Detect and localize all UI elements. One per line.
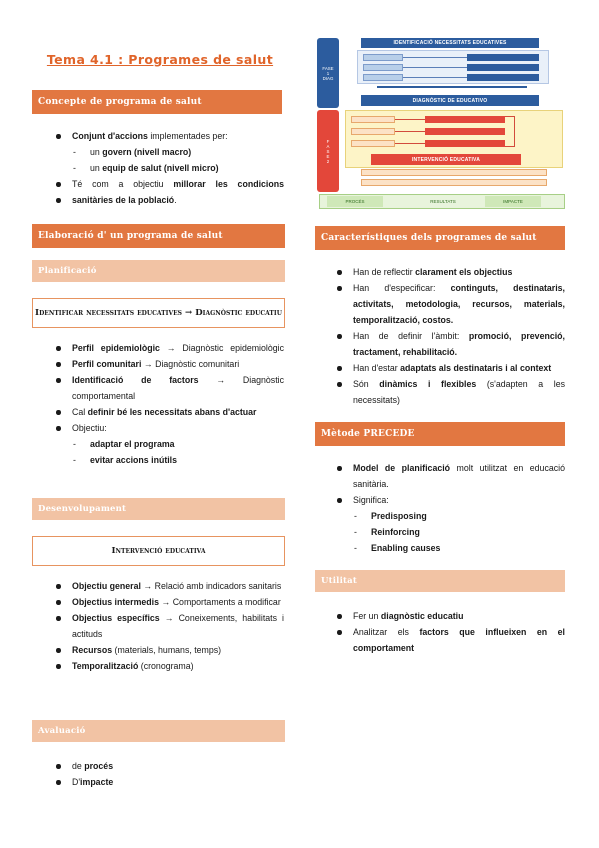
list-item: - un govern (nivell macro) bbox=[54, 144, 284, 160]
list-item: Han de definir l'àmbit: promoció, prevenció, tractament, rehabilitació. bbox=[335, 328, 565, 360]
list-item: D'impacte bbox=[54, 774, 284, 790]
diagram-mid-header: DIAGNÒSTIC DE EDUCATIVO bbox=[361, 95, 539, 106]
diagram-connector bbox=[403, 67, 467, 68]
diagram-red-header: INTERVENCIÓ EDUCATIVA bbox=[371, 154, 521, 165]
list-item: - un equip de salut (nivell micro) bbox=[54, 160, 284, 176]
desenvolupament-heading: Desenvolupament bbox=[32, 498, 285, 520]
diagram-bottom-mid: RESULTATS bbox=[430, 199, 456, 204]
list-item: Objectiu general → Relació amb indicadors sanitaris bbox=[54, 578, 284, 594]
planificacio-list bbox=[54, 340, 284, 468]
diagram-box bbox=[363, 74, 403, 81]
list-item: Temporalització (cronograma) bbox=[54, 658, 284, 674]
list-item: Té com a objectiu millorar les condicions bbox=[54, 176, 284, 192]
diagram-arrow-row bbox=[377, 86, 527, 90]
diagram-bracket bbox=[505, 116, 515, 147]
utilitat-heading: Utilitat bbox=[315, 570, 565, 592]
planificacio-box: Identificar necessitats educatives → Diagnòstic educatiu bbox=[32, 298, 285, 328]
diagram-connector bbox=[403, 77, 467, 78]
list-item: - Predisposing bbox=[335, 508, 565, 524]
list-item: de procés bbox=[54, 758, 284, 774]
planificacio-heading: Planificació bbox=[32, 260, 285, 282]
list-item: - Enabling causes bbox=[335, 540, 565, 556]
list-item: Significa: bbox=[335, 492, 565, 508]
precede-diagram bbox=[317, 36, 567, 211]
diagram-box bbox=[351, 140, 395, 147]
list-item: Model de planificació molt utilitzat en educació sanitària. bbox=[335, 460, 565, 492]
diagram-box bbox=[425, 140, 505, 147]
avaluacio-list bbox=[54, 758, 284, 790]
list-item: Objectius específics → Coneixements, habilitats i actituds bbox=[54, 610, 284, 642]
precede-heading: Mètode PRECEDE bbox=[315, 422, 565, 446]
diagram-side-blue: FASE 1 DIAG bbox=[317, 38, 339, 108]
concepte-heading: Concepte de programa de salut bbox=[32, 90, 282, 114]
page-title: Tema 4.1 : Programes de salut bbox=[46, 52, 274, 67]
list-item: - evitar accions inútils bbox=[54, 452, 284, 468]
caracteristiques-list bbox=[335, 264, 565, 408]
diagram-box bbox=[361, 169, 547, 176]
diagram-box bbox=[425, 116, 505, 123]
desenvolupament-list bbox=[54, 578, 284, 674]
list-item: Objectius intermedis → Comportaments a modificar bbox=[54, 594, 284, 610]
diagram-connector bbox=[395, 131, 425, 132]
precede-list bbox=[335, 460, 565, 556]
diagram-bottom-right: IMPACTE bbox=[485, 196, 541, 207]
diagram-box bbox=[363, 64, 403, 71]
diagram-box bbox=[467, 54, 539, 61]
diagram-connector bbox=[403, 57, 467, 58]
list-item: Perfil epidemiològic → Diagnòstic epidemiològic bbox=[54, 340, 284, 356]
list-item: Fer un diagnòstic educatiu bbox=[335, 608, 565, 624]
list-item: Han de reflectir clarament els objectius bbox=[335, 264, 565, 280]
list-item: Cal definir bé les necessitats abans d'actuar bbox=[54, 404, 284, 420]
diagram-box bbox=[467, 74, 539, 81]
elaboracio-heading: Elaboració d' un programa de salut bbox=[32, 224, 285, 248]
list-item: Objectiu: bbox=[54, 420, 284, 436]
diagram-bottom-left: PROCÉS bbox=[327, 196, 383, 207]
diagram-side-red: F A S E 2 bbox=[317, 110, 339, 192]
diagram-connector bbox=[395, 143, 425, 144]
list-item: Són dinàmics i flexibles (s'adapten a les necessitats) bbox=[335, 376, 565, 408]
diagram-box bbox=[361, 179, 547, 186]
caracteristiques-heading: Característiques dels programes de salut bbox=[315, 226, 565, 250]
list-item: Perfil comunitari → Diagnòstic comunitari bbox=[54, 356, 284, 372]
list-item: - adaptar el programa bbox=[54, 436, 284, 452]
list-item: Analitzar els factors que influeixen en el comportament bbox=[335, 624, 565, 656]
list-item: Recursos (materials, humans, temps) bbox=[54, 642, 284, 658]
utilitat-list bbox=[335, 608, 565, 656]
desenvolupament-box: Intervenció educativa bbox=[32, 536, 285, 566]
list-item: Conjunt d'accions implementades per: bbox=[54, 128, 284, 144]
avaluacio-heading: Avaluació bbox=[32, 720, 285, 742]
objectiu-tail: sanitàries de la població bbox=[72, 195, 175, 205]
concepte-objectiu-line2: sanitàries de la població. bbox=[72, 195, 177, 205]
diagram-top-header: IDENTIFICACIÓ NECESSITATS EDUCATIVES bbox=[361, 38, 539, 48]
diagram-box bbox=[363, 54, 403, 61]
list-item: - Reinforcing bbox=[335, 524, 565, 540]
diagram-box bbox=[425, 128, 505, 135]
list-item: Identificació de factors → Diagnòstic comportamental bbox=[54, 372, 284, 404]
list-item: Han d'especificar: continguts, destinataris, activitats, metodologia, recursos, materials, temporalització, costos. bbox=[335, 280, 565, 328]
diagram-connector bbox=[395, 119, 425, 120]
diagram-box bbox=[351, 128, 395, 135]
diagram-box bbox=[467, 64, 539, 71]
list-item: Han d'estar adaptats als destinataris i al context bbox=[335, 360, 565, 376]
diagram-box bbox=[351, 116, 395, 123]
